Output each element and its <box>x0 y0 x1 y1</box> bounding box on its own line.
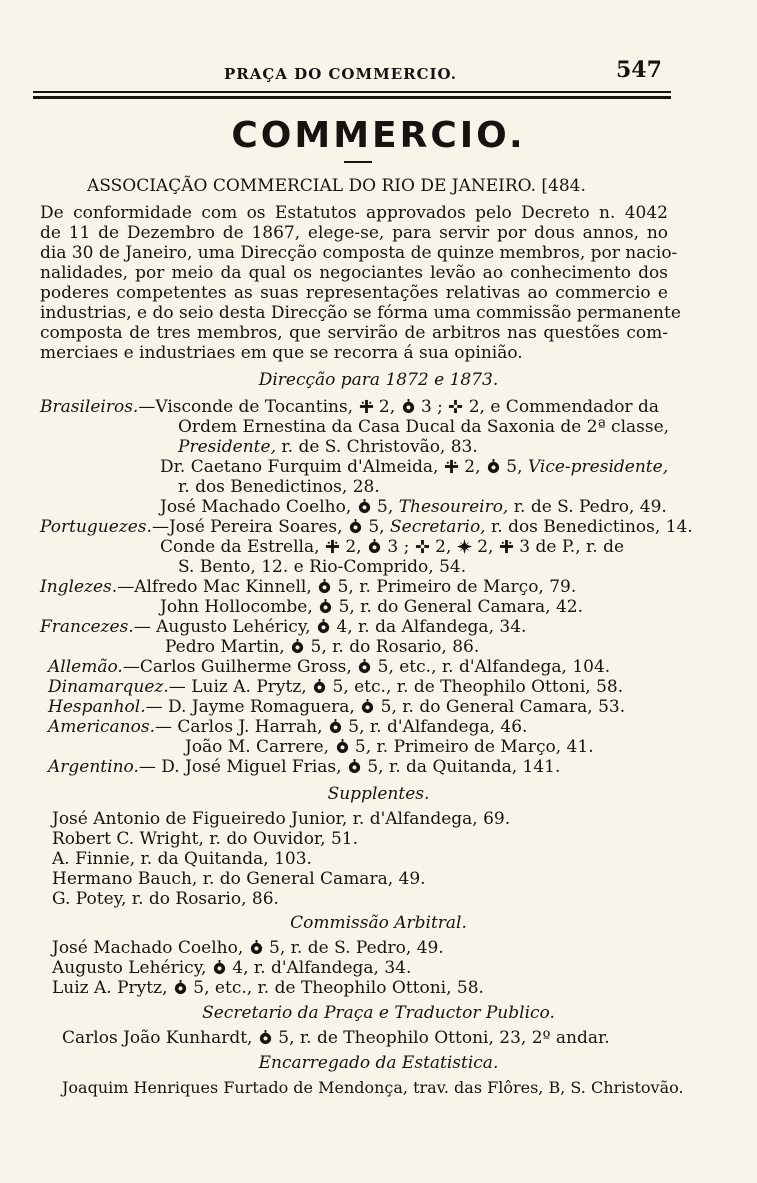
list-item: Joaquim Henriques Furtado de Mendonça, trav. das Flôres, B, S. Christovão. <box>62 1078 684 1097</box>
role-label: Thesoureiro, <box>398 497 509 517</box>
commissao-heading: Commissão Arbitral. <box>290 913 467 933</box>
member-name: Dr. Caetano Furquim d'Almeida, <box>160 457 439 477</box>
rose-order-icon <box>290 639 305 654</box>
order-grade: 2, <box>464 457 481 477</box>
nationality-label: Allemão. <box>48 657 123 677</box>
member-detail: 5, r. do Rosario, 86. <box>310 637 480 657</box>
role-label: Vice-presidente, <box>527 457 669 477</box>
order-grade: 5, <box>377 497 394 517</box>
rose-order-icon <box>348 519 363 534</box>
list-item: G. Potey, r. do Rosario, 86. <box>52 889 279 909</box>
list-item: Robert C. Wright, r. do Ouvidor, 51. <box>52 829 359 849</box>
direccao-entry <box>185 737 594 757</box>
member-detail: 5, etc., r. de Theophilo Ottoni, 58. <box>193 978 484 998</box>
direccao-entry <box>160 497 667 517</box>
direccao-heading: Direcção para 1872 e 1873. <box>258 370 499 390</box>
nationality-label: Inglezes. <box>40 577 118 597</box>
cross-order-icon <box>448 399 463 414</box>
member-name: José Machado Coelho, <box>160 497 352 517</box>
direccao-entry <box>160 457 668 477</box>
rose-order-icon <box>316 619 331 634</box>
member-name: João M. Carrere, <box>185 737 330 757</box>
member-detail: 5, r. de S. Pedro, 49. <box>269 938 444 958</box>
order-grade: 5, <box>368 517 385 537</box>
member-name: — Carlos J. Harrah, <box>155 717 323 737</box>
member-name: — Luiz A. Prytz, <box>168 677 307 697</box>
member-name: John Hollocombe, <box>160 597 313 617</box>
association-heading: ASSOCIAÇÃO COMMERCIAL DO RIO DE JANEIRO. [484. <box>87 176 586 196</box>
secretario-heading: Secretario da Praça e Traductor Publico. <box>202 1003 555 1023</box>
direccao-entry-cont <box>178 437 478 457</box>
direccao-entry <box>48 757 560 777</box>
nationality-label: Argentino. <box>48 757 139 777</box>
header-rule-bottom <box>33 96 671 99</box>
member-detail: 5, r. Primeiro de Março, 41. <box>354 737 594 757</box>
rose-order-icon <box>360 699 375 714</box>
list-item: José Antonio de Figueiredo Junior, r. d'Alfandega, 69. <box>52 809 511 829</box>
estatistica-heading: Encarregado da Estatistica. <box>258 1053 499 1073</box>
intro-line: composta de tres membros, que servirão de arbitros nas questões com- <box>40 323 668 343</box>
rose-order-icon <box>318 599 333 614</box>
address: r. dos Benedictinos, 14. <box>491 517 693 537</box>
member-name: — Augusto Lehéricy, <box>133 617 311 637</box>
member-name: Pedro Martin, <box>165 637 285 657</box>
rose-order-icon <box>249 940 264 955</box>
member-detail: 5, r. de Theophilo Ottoni, 23, 2º andar. <box>278 1028 610 1048</box>
member-detail: 5, r. Primeiro de Março, 79. <box>337 577 577 597</box>
list-item: Hermano Bauch, r. do General Camara, 49. <box>52 869 426 889</box>
member-detail: 5, r. do General Camara, 53. <box>380 697 626 717</box>
member-detail: 5, r. do General Camara, 42. <box>338 597 584 617</box>
intro-line: nalidades, por meio da qual os negociantes levão ao conhecimento dos <box>40 263 668 283</box>
member-name: — D. José Miguel Frias, <box>138 757 342 777</box>
intro-line: merciaes e industriaes em que se recorra á sua opinião. <box>40 343 523 363</box>
member-detail: 5, r. d'Alfandega, 46. <box>348 717 528 737</box>
direccao-entry <box>160 537 624 557</box>
direccao-entry <box>48 717 527 737</box>
order-detail: 2, e Commendador da <box>468 397 659 417</box>
member-detail: 5, r. da Quitanda, 141. <box>367 757 561 777</box>
rose-order-icon <box>347 759 362 774</box>
order-grade: 3 ; <box>387 537 410 557</box>
cross-order-icon <box>325 539 340 554</box>
rose-order-icon <box>328 719 343 734</box>
supplentes-heading: Supplentes. <box>327 784 430 804</box>
member-name: — D. Jayme Romaguera, <box>145 697 355 717</box>
header-rule-top <box>33 91 671 93</box>
rose-order-icon <box>173 980 188 995</box>
order-grade: 2, <box>435 537 452 557</box>
nationality-label: Americanos. <box>48 717 155 737</box>
list-item <box>52 938 444 958</box>
intro-line: dia 30 de Janeiro, uma Direcção composta de quinze membros, por nacio- <box>40 243 678 263</box>
list-item: A. Finnie, r. da Quitanda, 103. <box>52 849 312 869</box>
rose-order-icon <box>367 539 382 554</box>
order-grade: 3 ; <box>420 397 443 417</box>
address: r. de S. Christovão, 83. <box>281 437 478 457</box>
order-grade: 2, <box>477 537 494 557</box>
cross-order-icon <box>444 459 459 474</box>
cross-order-icon <box>415 539 430 554</box>
direccao-entry <box>40 397 659 417</box>
member-name: José Machado Coelho, <box>52 938 244 958</box>
direccao-entry-cont: r. dos Benedictinos, 28. <box>178 477 380 497</box>
member-name: —Visconde de Tocantins, <box>138 397 354 417</box>
rose-order-icon <box>357 499 372 514</box>
member-name: —Alfredo Mac Kinnell, <box>117 577 312 597</box>
order-grade: 2, <box>378 397 396 417</box>
nationality-label: Portuguezes. <box>40 517 152 537</box>
order-grade: 5, <box>506 457 523 477</box>
intro-line: poderes competentes as suas representações relativas ao commercio e <box>40 283 668 303</box>
nationality-label: Brasileiros. <box>40 397 139 417</box>
direccao-entry <box>165 637 479 657</box>
rose-order-icon <box>357 659 372 674</box>
intro-line: De conformidade com os Estatutos approvados pelo Decreto n. 4042 <box>40 203 668 223</box>
member-detail: 5, etc., r. d'Alfandega, 104. <box>377 657 611 677</box>
direccao-entry <box>40 617 526 637</box>
member-name: Carlos João Kunhardt, <box>62 1028 253 1048</box>
cross-order-icon <box>359 399 374 414</box>
direccao-entry-cont: S. Bento, 12. e Rio-Comprido, 54. <box>178 557 467 577</box>
nationality-label: Dinamarquez. <box>48 677 169 697</box>
direccao-entry <box>48 677 623 697</box>
cross-order-icon <box>499 539 514 554</box>
list-item <box>62 1028 610 1048</box>
role-label: Presidente, <box>178 437 276 457</box>
intro-line: industrias, e do seio desta Direcção se fórma uma commissão permanente <box>40 303 681 323</box>
direccao-entry <box>40 577 576 597</box>
list-item <box>52 958 411 978</box>
nationality-label: Hespanhol. <box>48 697 146 717</box>
rose-order-icon <box>401 399 416 414</box>
direccao-entry <box>48 657 610 677</box>
member-detail: 4, r. da Alfandega, 34. <box>336 617 527 637</box>
rose-order-icon <box>312 679 327 694</box>
member-detail: 4, r. d'Alfandega, 34. <box>232 958 412 978</box>
direccao-entry <box>40 517 693 537</box>
rose-order-icon <box>335 739 350 754</box>
intro-line: de 11 de Dezembro de 1867, elege-se, para servir por dous annos, no <box>40 223 668 243</box>
running-title: PRAÇA DO COMMERCIO. <box>224 65 457 83</box>
order-grade: 2, <box>345 537 362 557</box>
member-name: Conde da Estrella, <box>160 537 320 557</box>
rose-order-icon <box>212 960 227 975</box>
member-name: Luiz A. Prytz, <box>52 978 168 998</box>
page-number: 547 <box>616 57 662 83</box>
role-label: Secretario, <box>390 517 486 537</box>
address: r. de S. Pedro, 49. <box>513 497 667 517</box>
rose-order-icon <box>317 579 332 594</box>
member-name: —José Pereira Soares, <box>151 517 343 537</box>
rose-order-icon <box>258 1030 273 1045</box>
member-name: Augusto Lehéricy, <box>52 958 207 978</box>
list-item <box>52 978 484 998</box>
nationality-label: Francezes. <box>40 617 134 637</box>
section-title: COMMERCIO. <box>231 115 526 156</box>
star-order-icon <box>457 539 472 554</box>
title-divider <box>344 161 372 163</box>
member-name: —Carlos Guilherme Gross, <box>122 657 352 677</box>
member-detail: 5, etc., r. de Theophilo Ottoni, 58. <box>332 677 624 697</box>
direccao-entry-cont: Ordem Ernestina da Casa Ducal da Saxonia de 2ª classe, <box>178 417 670 437</box>
direccao-entry <box>160 597 583 617</box>
order-detail: 3 de P., r. de <box>519 537 625 557</box>
direccao-entry <box>48 697 625 717</box>
rose-order-icon <box>486 459 501 474</box>
